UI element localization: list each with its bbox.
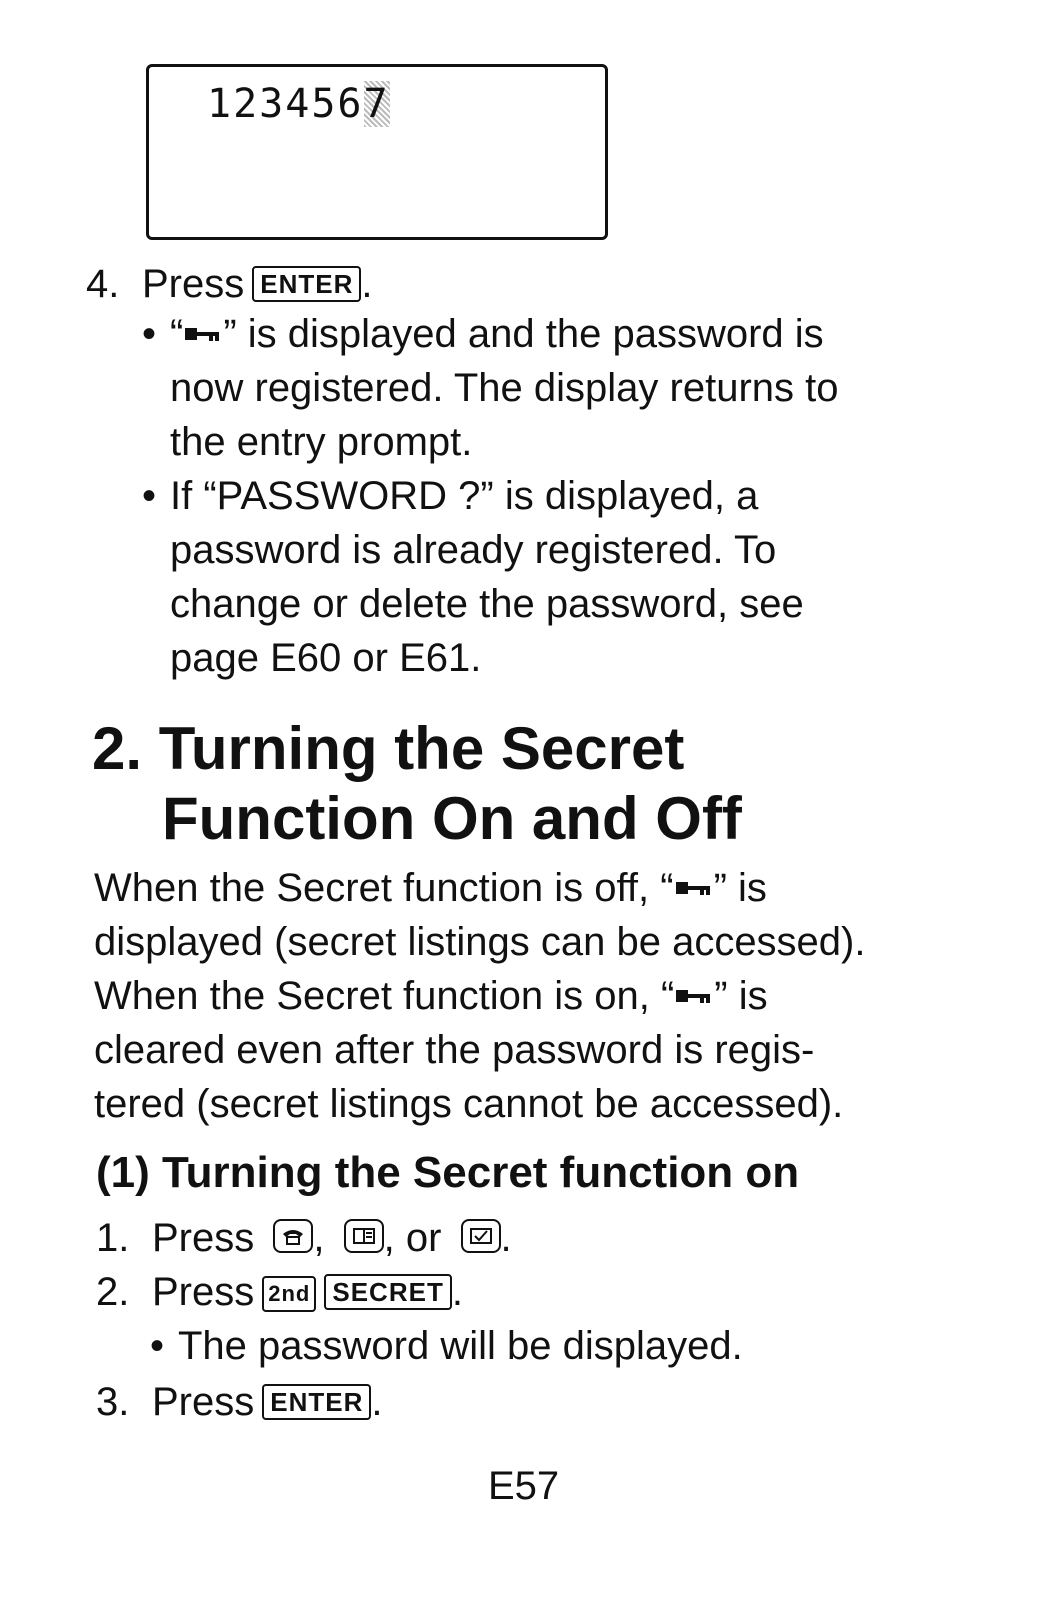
memo-icon [344, 1219, 384, 1253]
step4-bullet2-line2: password is already registered. To [170, 528, 777, 572]
step4-bullet2-line4: page E60 or E61. [170, 636, 482, 680]
section-title: 2. Turning the Secret Function On and Off [92, 715, 742, 852]
sub-step-2-bullet: • The password will be displayed. [150, 1324, 743, 1368]
key-icon [674, 985, 714, 1007]
para-line4: cleared even after the password is regis- [94, 1028, 815, 1072]
secret-key: SECRET [324, 1274, 451, 1310]
step4-bullet1-line2: now registered. The display returns to [170, 366, 839, 410]
para-line2: displayed (secret listings can be accessed). [94, 920, 866, 964]
enter-key: ENTER [252, 266, 361, 302]
para-line1: When the Secret function is off, “ ” is [94, 866, 767, 910]
enter-key: ENTER [262, 1384, 371, 1420]
schedule-icon [461, 1219, 501, 1253]
sub-step-1: 1. Press , , or . [96, 1216, 512, 1260]
key-icon [183, 323, 223, 345]
step4-bullet1-line3: the entry prompt. [170, 420, 473, 464]
para-line5: tered (secret listings cannot be accessed). [94, 1082, 844, 1126]
phone-icon [273, 1219, 313, 1253]
lcd-cursor: 7 [363, 81, 390, 127]
subsection-title: (1) Turning the Secret function on [96, 1148, 800, 1197]
step4-bullet2-line3: change or delete the password, see [170, 582, 804, 626]
para-line3: When the Secret function is on, “ ” is [94, 974, 768, 1018]
sub-step-2: 2. Press 2nd SECRET . [96, 1270, 463, 1314]
sub-step-3: 3. Press ENTER . [96, 1380, 383, 1424]
key-icon [674, 877, 714, 899]
step4-bullet2-line1: • If “PASSWORD ?” is displayed, a [142, 474, 759, 518]
lcd-display [146, 64, 608, 240]
2nd-key: 2nd [262, 1276, 316, 1312]
step-4: 4. Press ENTER . [86, 262, 373, 306]
page-number: E57 [488, 1464, 560, 1508]
lcd-text: 1234567 [207, 81, 390, 127]
step4-bullet1-line1: • “ ” is displayed and the password is [142, 312, 824, 356]
